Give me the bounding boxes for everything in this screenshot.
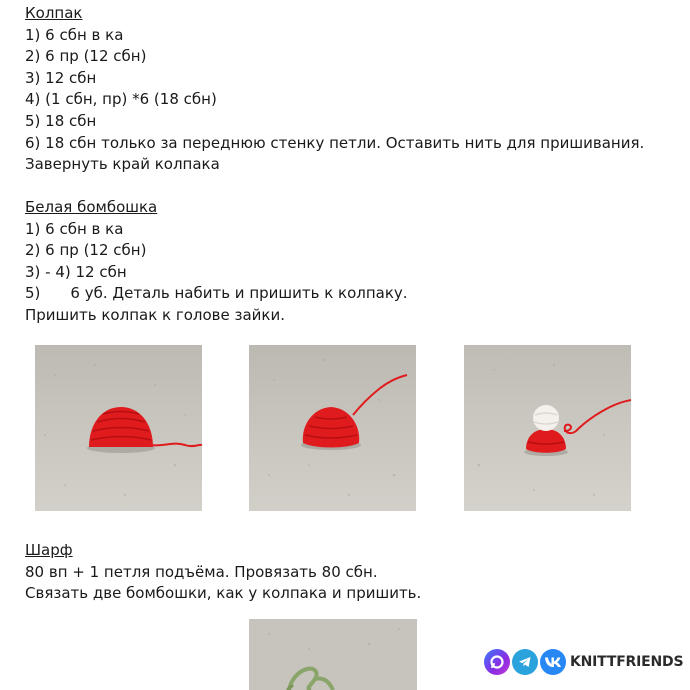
step-number: 5) xyxy=(25,284,41,303)
photo-scarf xyxy=(249,619,417,690)
kolpak-row: 5) 18 сбн xyxy=(25,111,97,130)
sharf-heading: Шарф xyxy=(25,541,73,559)
sharf-section xyxy=(25,540,421,605)
bombochka-section xyxy=(25,197,408,327)
max-messenger-icon[interactable] xyxy=(484,649,510,675)
kolpak-row: 2) 6 пр (12 сбн) xyxy=(25,47,147,66)
kolpak-row: Завернуть край колпака xyxy=(25,155,220,174)
sharf-row: 80 вп + 1 петля подъёма. Провязать 80 сбн. xyxy=(25,562,378,581)
photo-cap-with-pompom xyxy=(464,345,631,511)
sharf-row: Связать две бомбошки, как у колпака и пришить. xyxy=(25,584,422,603)
bombochka-final: Пришить колпак к голове зайки. xyxy=(25,305,286,324)
brand-footer xyxy=(484,648,683,676)
kolpak-heading: Колпак xyxy=(25,4,83,22)
kolpak-section xyxy=(25,3,644,176)
telegram-icon[interactable] xyxy=(512,649,538,675)
bombochka-row: 1) 6 сбн в ка xyxy=(25,219,124,238)
bombochka-row xyxy=(25,283,408,305)
photo-cap-2 xyxy=(249,345,416,511)
kolpak-row: 4) (1 сбн, пр) *6 (18 сбн) xyxy=(25,90,217,109)
kolpak-row: 3) 12 сбн xyxy=(25,68,97,87)
kolpak-row: 1) 6 сбн в ка xyxy=(25,25,124,44)
step-text: 6 уб. Деталь набить и пришить к колпаку. xyxy=(70,284,408,303)
brand-name[interactable]: KNITTFRIENDS xyxy=(570,654,684,670)
vk-icon[interactable] xyxy=(540,649,566,675)
bombochka-row: 3) - 4) 12 сбн xyxy=(25,262,127,281)
photo-cap-1 xyxy=(35,345,202,511)
kolpak-row: 6) 18 сбн только за переднюю стенку петли. Оставить нить для пришивания. xyxy=(25,133,645,152)
bombochka-row: 2) 6 пр (12 сбн) xyxy=(25,241,147,260)
bombochka-heading: Белая бомбошка xyxy=(25,198,158,216)
